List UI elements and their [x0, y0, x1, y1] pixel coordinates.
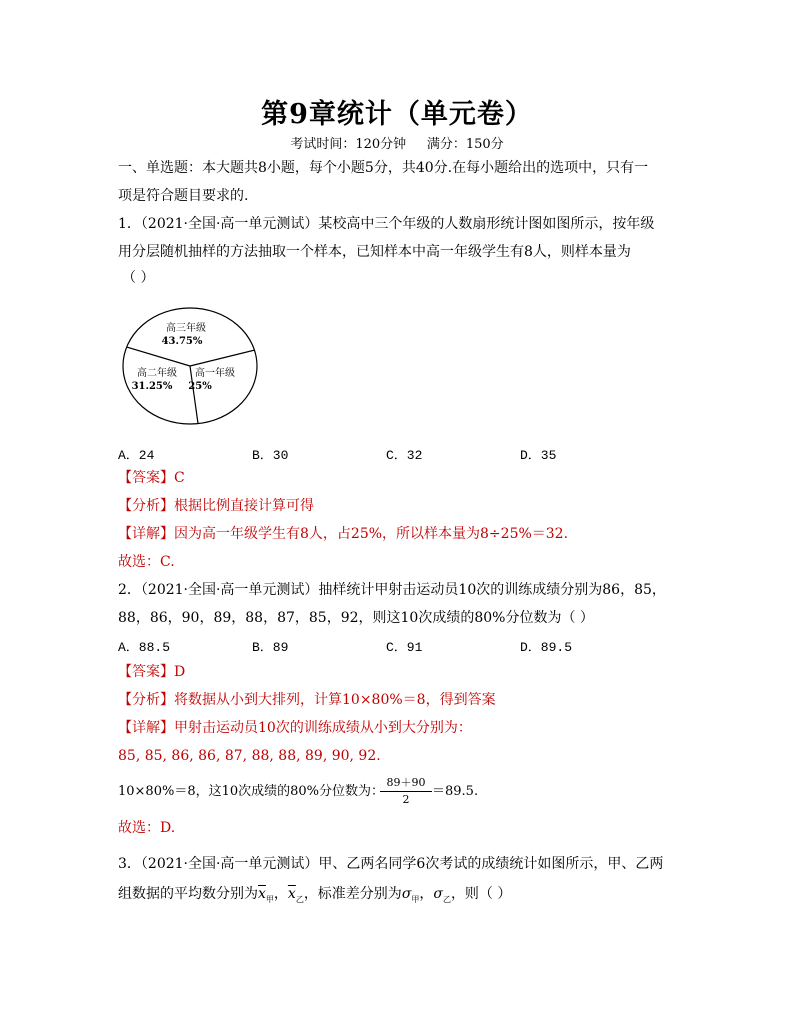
pie-chart [120, 306, 262, 428]
q3-sigma-jia-symbol: σ [401, 886, 412, 902]
q1-detail-tag: 【详解】 [118, 526, 174, 542]
exam-time: 考试时间：120分钟 [290, 137, 407, 152]
q1-detail [118, 524, 568, 544]
exam-score: 满分：150分 [426, 137, 504, 152]
q1-line2: 用分层随机抽样的方法抽取一个样本，已知样本中高一年级学生有8人，则样本量为 [118, 244, 631, 260]
q2-detail-tag: 【详解】 [118, 720, 174, 736]
q1-conclusion: 故选：C. [118, 554, 175, 570]
pie-pct-grade1: 25% [188, 381, 212, 392]
q3-mean-yi-symbol: $\overline{x}$ [287, 886, 296, 902]
q2-calc-prefix [118, 782, 384, 802]
q1-analysis-text: 根据比例直接计算可得 [174, 498, 314, 514]
q3-line2-a: 组数据的平均数分别为 [118, 886, 258, 902]
q3-line2-c: ，则（ ） [450, 886, 512, 902]
q3-mean-jia-symbol: $\overline{x}$ [258, 886, 266, 902]
q1-answer-value: C [174, 470, 185, 486]
q2-answer-tag: 【答案】 [118, 664, 174, 680]
section1-line2: 项是符合题目要求的. [118, 188, 249, 204]
q3-sep2: ， [419, 886, 434, 902]
q1-line1: 1．（2021·全国·高一单元测试）某校高中三个年级的人数扇形统计图如图所示，按年级 [118, 216, 655, 232]
q2-answer [118, 662, 185, 682]
pie-label-grade3: 高三年级 [166, 323, 206, 334]
q2-analysis-text: 将数据从小到大排列，计算10×80%＝8，得到答案 [174, 692, 496, 708]
q1-answer [118, 468, 185, 488]
q2-calc-result: ＝89.5. [432, 784, 479, 799]
q2-option-b: B．89 [252, 640, 289, 655]
q2-option-d: D．89.5 [520, 640, 573, 655]
pie-label-grade2: 高二年级 [137, 368, 177, 379]
q2-fraction [380, 774, 432, 806]
q1-answer-tag: 【答案】 [118, 470, 174, 486]
q2-fraction-denominator: 2 [402, 793, 410, 806]
q3-line2-b: ，标准差分别为 [303, 886, 402, 902]
q3-line1: 3．（2021·全国·高一单元测试）甲、乙两名同学6次考试的成绩统计如图所示，甲、乙两 [118, 856, 664, 872]
q2-calc-prefix-text: 10×80%＝8，这10次成绩的80%分位数为： [118, 784, 385, 799]
q1-detail-text: 因为高一年级学生有8人，占25%，所以样本量为8÷25%＝32. [174, 526, 569, 542]
q2-option-c: C．91 [386, 640, 423, 655]
q3-mean-jia-sub: 甲 [265, 894, 274, 904]
pie-pct-grade2: 31.25% [131, 381, 173, 392]
exam-info [0, 133, 794, 152]
q1-paren: （ ） [122, 270, 155, 286]
q2-answer-value: D [174, 664, 186, 680]
pie-pct-grade3: 43.75% [161, 336, 203, 347]
q2-detail-text: 甲射击运动员10次的训练成绩从小到大分别为： [174, 720, 472, 736]
q2-analysis [118, 690, 496, 710]
q3-mean-yi-sub: 乙 [295, 894, 304, 904]
q3-sigma-yi-sub: 乙 [442, 894, 451, 904]
q3-line2 [118, 884, 511, 910]
q2-detail [118, 718, 472, 738]
page-title: 第9章统计（单元卷） [261, 99, 533, 130]
q2-analysis-tag: 【分析】 [118, 692, 174, 708]
q3-sigma-jia-sub: 甲 [411, 894, 420, 904]
q2-line2: 88，86，90，89，88，87，85，92，则这10次成绩的80%分位数为（ ） [118, 610, 594, 626]
q1-analysis-tag: 【分析】 [118, 498, 174, 514]
q2-option-a: A．88.5 [118, 640, 171, 655]
q1-option-c: C．32 [386, 448, 423, 463]
section1-line1: 一、单选题：本大题共8小题，每个小题5分，共40分.在每小题给出的选项中，只有一 [118, 160, 649, 176]
q1-option-b: B．30 [252, 448, 289, 463]
q2-fraction-numerator: 89＋90 [380, 774, 432, 792]
q3-sep: ， [273, 886, 288, 902]
q1-analysis [118, 496, 314, 516]
q2-sorted-data: 85, 85, 86, 86, 87, 88, 88, 89, 90, 92. [118, 748, 381, 764]
q1-option-a: A．24 [118, 448, 155, 463]
q3-sigma-yi-symbol: σ [433, 886, 443, 902]
pie-label-grade1: 高一年级 [195, 368, 235, 379]
q2-line1: 2．（2021·全国·高一单元测试）抽样统计甲射击运动员10次的训练成绩分别为86，85， [118, 582, 666, 598]
q2-conclusion: 故选：D. [118, 820, 176, 836]
q1-option-d: D．35 [520, 448, 557, 463]
